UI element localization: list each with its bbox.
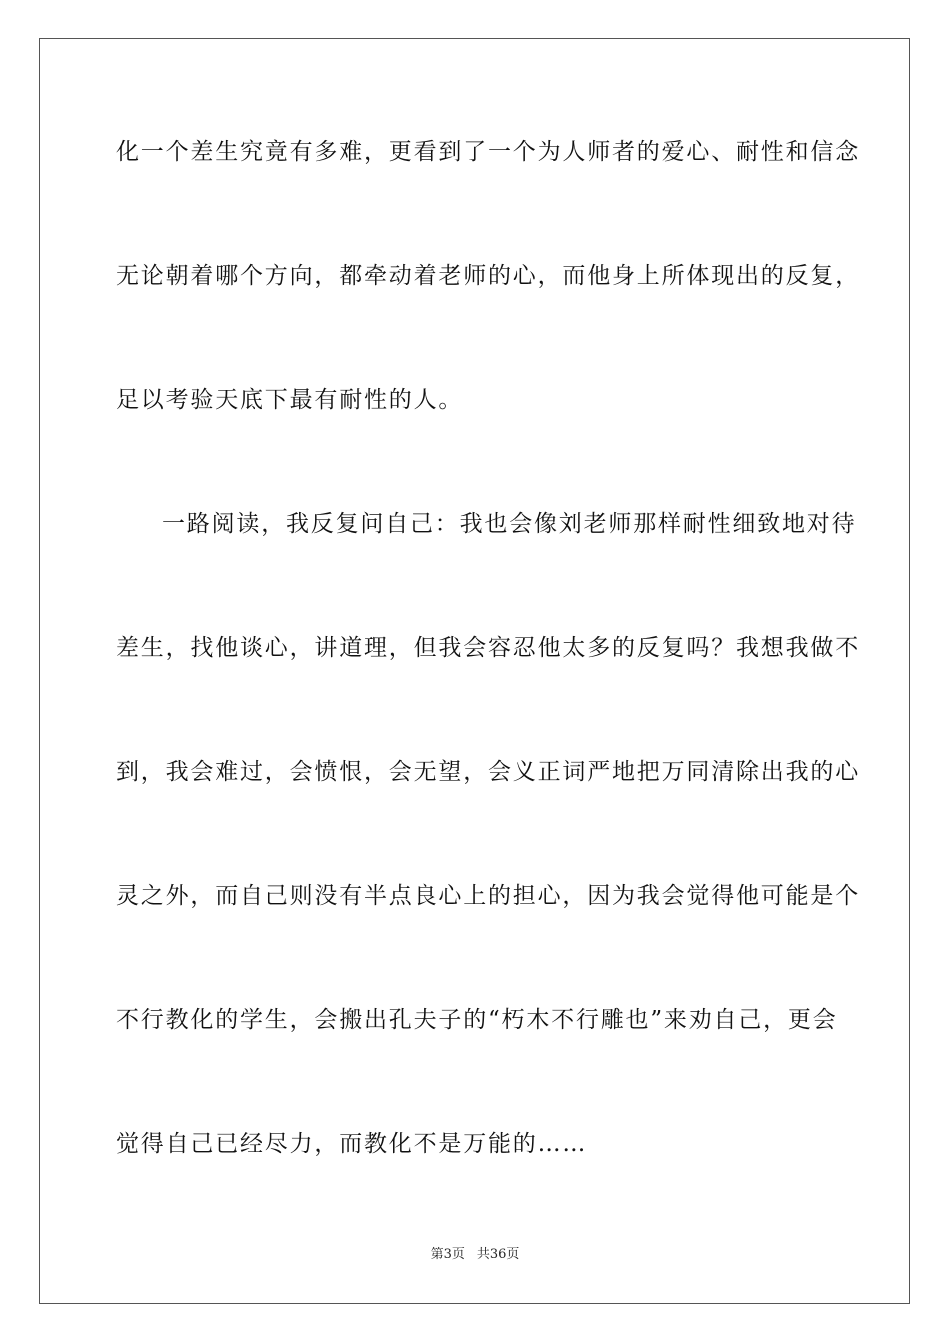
page-footer [0, 1246, 950, 1264]
text-line-7: 灵之外，而自己则没有半点良心上的担心，因为我会觉得他可能是个 [116, 883, 860, 909]
text-line-2: 无论朝着哪个方向，都牵动着老师的心，而他身上所体现出的反复， [116, 263, 860, 289]
text-line-1: 化一个差生究竟有多难，更看到了一个为人师者的爱心、耐性和信念 [116, 139, 860, 165]
text-line-3: 足以考验天底下最有耐性的人。 [116, 387, 464, 413]
text-line-6: 到，我会难过，会愤恨，会无望，会义正词严地把万同清除出我的心 [116, 759, 860, 785]
text-line-8: 不行教化的学生，会搬出孔夫子的“朽木不行雕也”来劝自己，更会 [116, 1007, 838, 1033]
text-line-5: 差生，找他谈心，讲道理，但我会容忍他太多的反复吗？我想我做不 [116, 635, 860, 661]
text-line-4: 一路阅读，我反复问自己：我也会像刘老师那样耐性细致地对待 [162, 511, 857, 537]
page-number: 第3页 [430, 1247, 465, 1262]
text-line-9: 觉得自己已经尽力，而教化不是万能的…… [116, 1131, 588, 1157]
page-border [39, 38, 910, 1304]
page-total: 共36页 [476, 1247, 520, 1262]
